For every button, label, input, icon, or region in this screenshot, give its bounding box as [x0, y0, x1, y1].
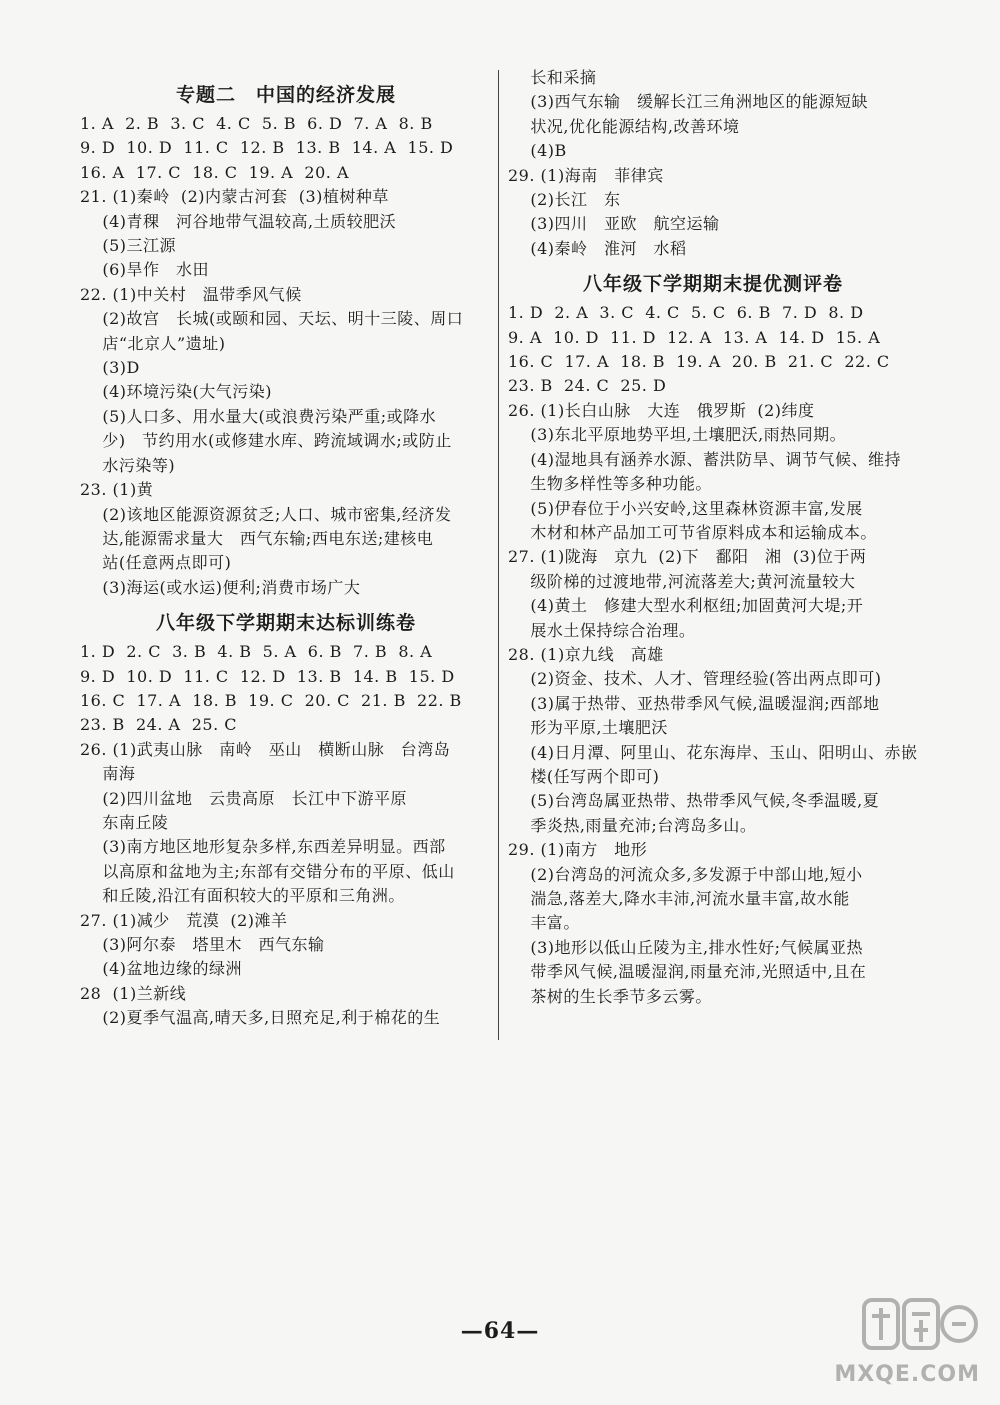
answer-line: (5)三江源	[80, 236, 177, 256]
answer-line: 28. (1)京九线 高雄	[508, 644, 664, 664]
answer-line: 丰富。	[508, 913, 580, 933]
answer-line: 9. A 10. D 11. D 12. A 13. A 14. D 15. A	[508, 327, 881, 347]
answer-line: (4)盆地边缘的绿洲	[80, 959, 243, 979]
left-column	[80, 78, 492, 1031]
answer-line: 以高原和盆地为主;东部有交错分布的平原、低山	[80, 861, 455, 881]
answer-line: (2)长江 东	[508, 190, 621, 210]
answer-line: (3)属于热带、亚热带季风气候,温暖湿润;西部地	[508, 693, 880, 713]
answer-line: 28 (1)兰新线	[80, 983, 187, 1003]
continued-answers	[508, 66, 918, 261]
answer-line: 27. (1)陇海 京九 (2)下 鄱阳 湘 (3)位于两	[508, 547, 867, 567]
answer-line: 长和采摘	[508, 68, 597, 87]
answer-line: (4)环境污染(大气污染)	[80, 382, 272, 402]
answer-line: (4)秦岭 淮河 水稻	[508, 238, 687, 258]
answer-line: (5)伊春位于小兴安岭,这里森林资源丰富,发展	[508, 498, 863, 518]
answer-line: (6)旱作 水田	[80, 260, 210, 280]
answer-line: (2)资金、技术、人才、管理经验(答出两点即可)	[508, 669, 882, 689]
answer-line: 带季风气候,温暖湿润,雨量充沛,光照适中,且在	[508, 962, 867, 982]
answer-line: 生物多样性等多种功能。	[508, 474, 712, 494]
section-title-economic-development: 专题二 中国的经济发展	[175, 84, 396, 106]
answer-line: 29. (1)南方 地形	[508, 840, 648, 860]
answer-line: 水污染等)	[80, 455, 176, 475]
answer-line: 湍急,落差大,降水丰沛,河流水量丰富,故水能	[508, 889, 850, 908]
answer-line: 季炎热,雨量充沛;台湾岛多山。	[508, 815, 757, 835]
answer-line: 和丘陵,沿江有面积较大的平原和三角洲。	[80, 886, 405, 906]
answer-line: (5)台湾岛属亚热带、热带季风气候,冬季温暖,夏	[508, 791, 880, 811]
answer-line: (2)台湾岛的河流众多,多发源于中部山地,短小	[508, 864, 863, 884]
answer-line: 茶树的生长季节多云雾。	[508, 986, 712, 1006]
answer-line: 16. C 17. A 18. B 19. C 20. C 21. B 22. B	[80, 690, 462, 710]
watermark-text: MXQE.COM	[834, 1362, 980, 1387]
answer-line: 26. (1)长白山脉 大连 俄罗斯 (2)纬度	[508, 400, 815, 420]
answer-line: (3)D	[80, 358, 140, 378]
answer-line: (4)青稞 河谷地带气温较高,土质较肥沃	[80, 211, 397, 231]
answer-line: (5)人口多、用水量大(或浪费污染严重;或降水	[80, 406, 437, 426]
answer-line: (3)东北平原地势平坦,土壤肥沃,雨热同期。	[508, 425, 847, 445]
answer-line: 23. B 24. C 25. D	[508, 376, 667, 396]
answer-line: 1. D 2. C 3. B 4. B 5. A 6. B 7. B 8. A	[80, 642, 433, 662]
answer-line: 楼(任写两个即可)	[508, 766, 660, 786]
answer-line: (2)夏季气温高,晴天多,日照充足,利于棉花的生	[80, 1008, 441, 1028]
answer-line: 23. B 24. A 25. C	[80, 715, 237, 735]
answer-line: (3)地形以低山丘陵为主,排水性好;气候属亚热	[508, 937, 863, 957]
answer-line: 16. C 17. A 18. B 19. A 20. B 21. C 22. C	[508, 352, 890, 372]
answer-line: 状况,优化能源结构,改善环境	[508, 116, 740, 136]
column-divider	[498, 70, 499, 1040]
answer-line: 1. A 2. B 3. C 4. C 5. B 6. D 7. A 8. B	[80, 114, 433, 133]
answer-line: (4)B	[508, 141, 567, 161]
answer-line: 东南丘陵	[80, 812, 169, 832]
answer-line: 达,能源需求量大 西气东输;西电东送;建核电	[80, 528, 434, 548]
answer-line: 站(任意两点即可)	[80, 553, 232, 573]
answer-line: (2)该地区能源资源贫乏;人口、城市密集,经济发	[80, 504, 452, 524]
page-number: —64—	[460, 1318, 540, 1344]
answer-logo-icon	[862, 1294, 980, 1356]
answer-line: 22. (1)中关村 温带季风气候	[80, 284, 302, 304]
answer-line: 南海	[80, 764, 136, 784]
answer-line: (4)黄土 修建大型水利枢纽;加固黄河大堤;开	[508, 596, 864, 616]
section1-answers	[80, 112, 492, 600]
answer-line: 27. (1)减少 荒漠 (2)滩羊	[80, 910, 288, 930]
answer-line: 级阶梯的过渡地带,河流落差大;黄河流量较大	[508, 571, 856, 591]
watermark	[834, 1294, 980, 1387]
answer-line: 展水土保持综合治理。	[508, 620, 696, 640]
page-number-value: 64	[483, 1318, 517, 1344]
answer-line: 少) 节约用水(或修建水库、跨流域调水;或防止	[80, 431, 452, 451]
answer-line: 29. (1)海南 菲律宾	[508, 165, 664, 185]
answer-line: (2)四川盆地 云贵高原 长江中下游平原	[80, 788, 408, 808]
answer-line: (3)四川 亚欧 航空运输	[508, 214, 720, 234]
answer-line: 23. (1)黄	[80, 480, 154, 500]
answer-line: (2)故宫 长城(或颐和园、天坛、明十三陵、周口	[80, 309, 464, 329]
answer-line: (4)湿地具有涵养水源、蓄洪防旱、调节气候、维持	[508, 449, 902, 469]
answer-line: 形为平原,土壤肥沃	[508, 718, 668, 738]
section2-answers	[80, 640, 492, 1031]
section3-answers	[508, 301, 918, 1009]
answer-line: (3)南方地区地形复杂多样,东西差异明显。西部	[80, 837, 446, 857]
answer-line: 1. D 2. A 3. C 4. C 5. C 6. B 7. D 8. D	[508, 303, 864, 323]
answer-line: 21. (1)秦岭 (2)内蒙古河套 (3)植树种草	[80, 187, 389, 207]
answer-line: (3)海运(或水运)便利;消费市场广大	[80, 577, 361, 597]
right-column	[508, 66, 918, 1009]
answer-line: 9. D 10. D 11. C 12. B 13. B 14. A 15. D	[80, 138, 454, 158]
section-title-excellence-test: 八年级下学期期末提优测评卷	[582, 273, 843, 296]
section-title-standard-training: 八年级下学期期末达标训练卷	[155, 612, 416, 635]
answer-line: 16. A 17. C 18. C 19. A 20. A	[80, 162, 349, 182]
answer-line: 9. D 10. D 11. C 12. D 13. B 14. B 15. D	[80, 666, 455, 686]
answer-line: 店“北京人”遗址)	[80, 333, 226, 353]
answer-line: 木材和林产品加工可节省原料成本和运输成本。	[508, 522, 877, 542]
answer-line: (3)阿尔泰 塔里木 西气东输	[80, 935, 325, 954]
answer-line: (3)西气东输 缓解长江三角洲地区的能源短缺	[508, 92, 869, 112]
answer-line: 26. (1)武夷山脉 南岭 巫山 横断山脉 台湾岛	[80, 739, 451, 759]
answer-line: (4)日月潭、阿里山、花东海岸、玉山、阳明山、赤嵌	[508, 742, 918, 762]
